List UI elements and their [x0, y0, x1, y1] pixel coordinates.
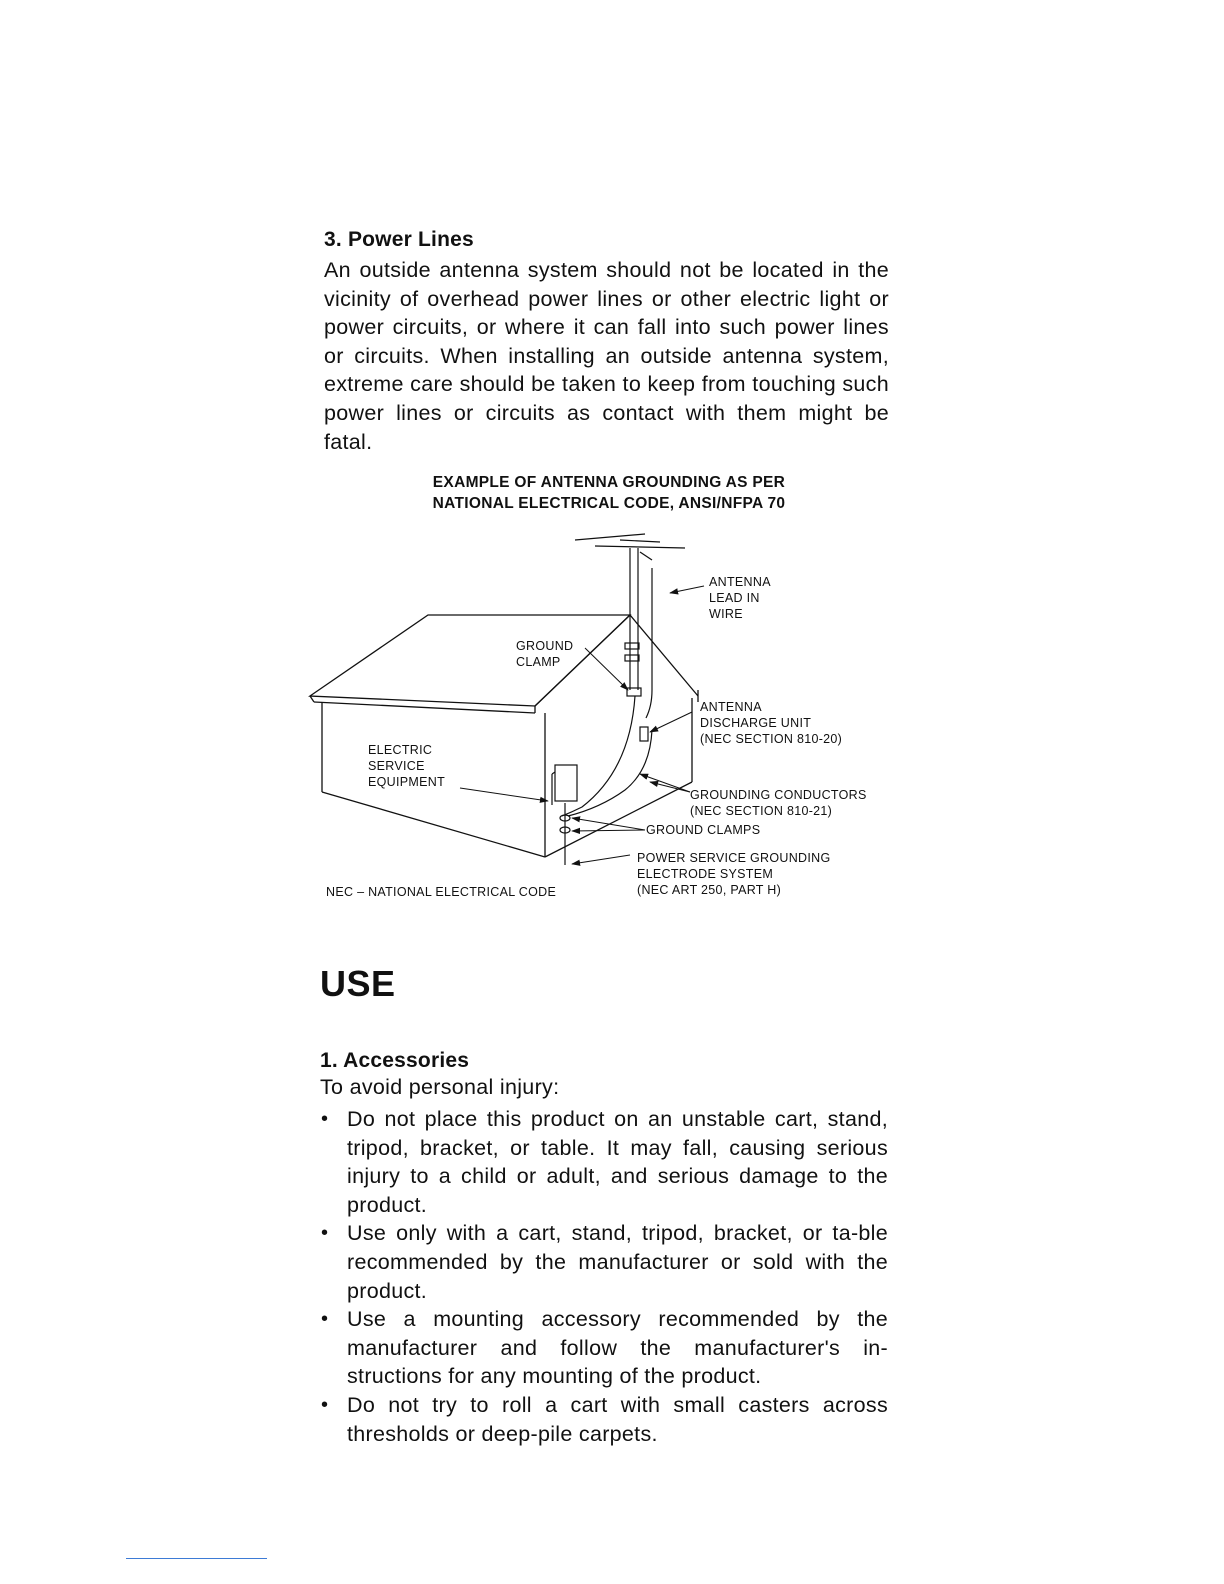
- label-discharge-1: ANTENNA: [700, 700, 762, 714]
- accessories-heading: 1. Accessories: [320, 1049, 470, 1072]
- footer-rule: [126, 1558, 267, 1559]
- label-nec-legend: NEC – NATIONAL ELECTRICAL CODE: [326, 885, 557, 899]
- bullet-text: Do not try to roll a cart with small casters across thresholds or deep-pile carpets.: [347, 1392, 888, 1446]
- label-discharge-2: DISCHARGE UNIT: [700, 716, 812, 730]
- label-antenna-1: ANTENNA: [709, 575, 771, 589]
- label-electric-1: ELECTRIC: [368, 743, 433, 757]
- bullet-icon: •: [321, 1108, 329, 1130]
- bullet-icon: •: [321, 1222, 329, 1245]
- figure-title-line-1: EXAMPLE OF ANTENNA GROUNDING AS PER: [432, 474, 786, 491]
- label-ground-clamps: GROUND CLAMPS: [646, 823, 761, 837]
- bullet-text: Use only with a cart, stand, tripod, bracket, or ta-ble recommended by the manufacturer or sold with the product.: [347, 1221, 888, 1303]
- list-item: [320, 1105, 888, 1219]
- label-antenna-2: LEAD IN: [709, 591, 760, 605]
- list-item: [320, 1391, 888, 1448]
- figure-title-line-2: NATIONAL ELECTRICAL CODE, ANSI/NFPA 70: [432, 495, 786, 512]
- power-lines-paragraph: An outside antenna system should not be located in the vicinity of overhead power lines or other electric light or power circuits, or where it can fall into such power lines or circuits. When installing an outside antenna system, extreme care should be taken to keep from touching such power lines or circuits as contact with them might be fatal.: [324, 258, 889, 454]
- power-lines-heading: 3. Power Lines: [324, 228, 474, 251]
- label-electric-2: SERVICE: [368, 759, 425, 773]
- accessories-bullet-list: [320, 1105, 888, 1448]
- bullet-icon: •: [321, 1308, 329, 1331]
- label-discharge-3: (NEC SECTION 810-20): [700, 732, 843, 746]
- bullet-text: Use a mounting accessory recommended by the manufacturer and follow the manufacturer's in-structions for any mounting of the product.: [347, 1307, 888, 1389]
- use-section-title: USE: [320, 963, 396, 1004]
- figure-title: [324, 472, 894, 514]
- list-item: [320, 1219, 888, 1305]
- bullet-icon: •: [321, 1393, 329, 1416]
- label-antenna-3: WIRE: [709, 607, 743, 621]
- bullet-text: Do not place this product on an unstable cart, stand, tripod, bracket, or table. It may fall, causing serious injury to a child or adult, and serious damage to the product.: [347, 1107, 888, 1217]
- antenna-grounding-illustration: [300, 520, 900, 905]
- label-power-2: ELECTRODE SYSTEM: [637, 867, 774, 881]
- label-conductors-2: (NEC SECTION 810-21): [690, 804, 833, 818]
- label-conductors-1: GROUNDING CONDUCTORS: [690, 788, 867, 802]
- accessories-intro: To avoid personal injury:: [320, 1075, 560, 1099]
- antenna-grounding-diagram: [300, 520, 900, 905]
- label-ground-clamp-2: CLAMP: [516, 655, 561, 669]
- list-item: [320, 1305, 888, 1391]
- label-power-3: (NEC ART 250, PART H): [637, 883, 782, 897]
- antenna-mast: [552, 534, 685, 865]
- label-power-1: POWER SERVICE GROUNDING: [637, 851, 831, 865]
- label-electric-3: EQUIPMENT: [368, 775, 446, 789]
- label-ground-clamp-1: GROUND: [516, 639, 574, 653]
